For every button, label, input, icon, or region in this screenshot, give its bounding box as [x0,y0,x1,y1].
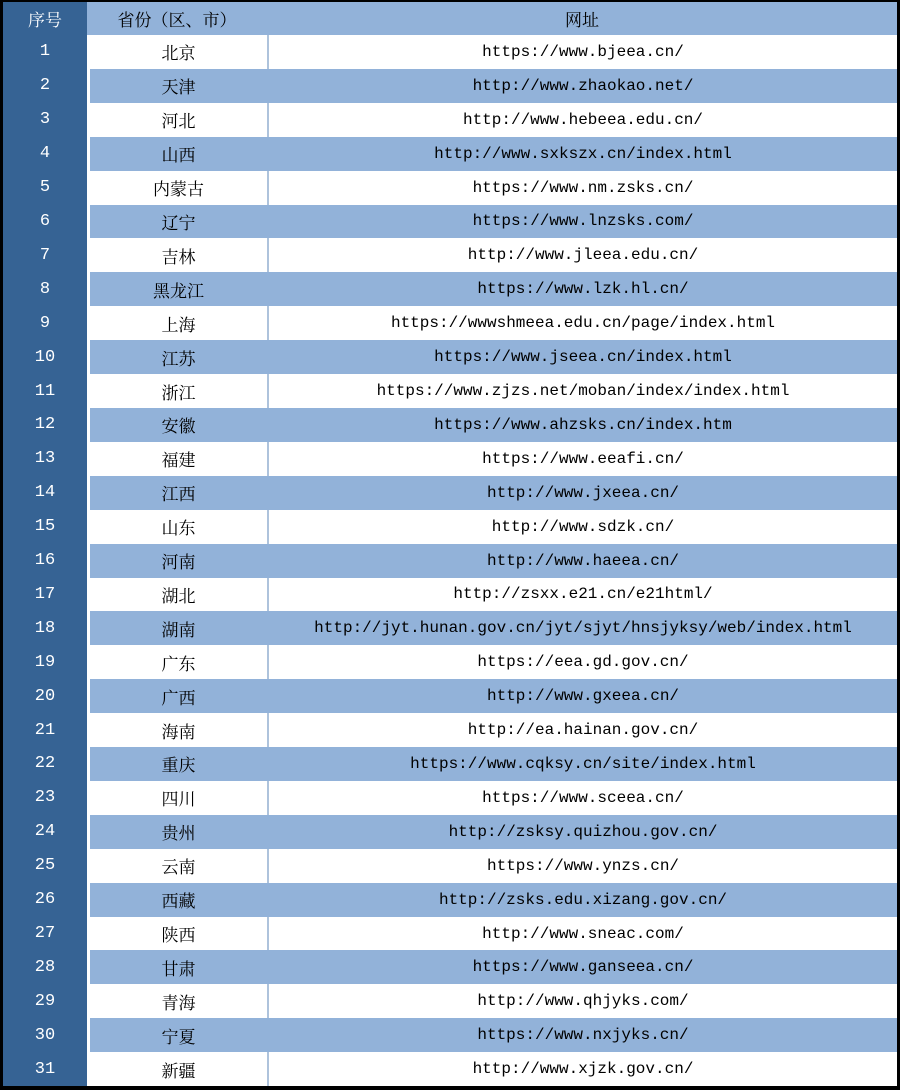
row-province-cell: 广东 [90,645,267,679]
row-index-cell: 15 [3,510,87,544]
row-index-cell: 21 [3,713,87,747]
row-index-cell: 27 [3,917,87,951]
row-url-cell: https://www.eeafi.cn/ [269,442,897,476]
row-index-cell: 10 [3,340,87,374]
row-province-cell: 湖南 [90,611,267,645]
row-url-cell: http://www.sxkszx.cn/index.html [269,137,897,171]
table-row [3,578,897,612]
row-index-cell: 1 [3,35,87,69]
row-url-cell: https://www.jseea.cn/index.html [269,340,897,374]
row-province-cell: 辽宁 [90,205,267,239]
row-index-cell: 3 [3,103,87,137]
row-url-cell: https://www.nm.zsks.cn/ [269,171,897,205]
row-index-cell: 29 [3,984,87,1018]
row-index-cell: 22 [3,747,87,781]
row-url-cell: https://www.nxjyks.cn/ [269,1018,897,1052]
table-row [3,340,897,374]
table-row [3,781,897,815]
row-url-cell: https://www.ganseea.cn/ [269,950,897,984]
row-province-cell: 四川 [90,781,267,815]
row-url-cell: https://www.cqksy.cn/site/index.html [269,747,897,781]
table-row [3,679,897,713]
row-province-cell: 云南 [90,849,267,883]
row-province-cell: 安徽 [90,408,267,442]
row-province-cell: 新疆 [90,1052,267,1086]
header-province: 省份（区、市） [87,2,267,35]
row-url-cell: https://www.bjeea.cn/ [269,35,897,69]
row-url-cell: https://www.ynzs.cn/ [269,849,897,883]
table-row [3,171,897,205]
row-province-cell: 吉林 [90,238,267,272]
row-index-cell: 18 [3,611,87,645]
row-province-cell: 北京 [90,35,267,69]
row-url-cell: http://www.xjzk.gov.cn/ [269,1052,897,1086]
header-url: 网址 [267,2,897,35]
table-body [3,35,897,1086]
row-url-cell: http://www.gxeea.cn/ [269,679,897,713]
table-row [3,408,897,442]
table-row [3,103,897,137]
row-index-cell: 13 [3,442,87,476]
row-province-cell: 河南 [90,544,267,578]
row-url-cell: http://www.zhaokao.net/ [269,69,897,103]
table-row [3,476,897,510]
row-province-cell: 山西 [90,137,267,171]
row-index-cell: 14 [3,476,87,510]
row-province-cell: 海南 [90,713,267,747]
row-url-cell: http://ea.hainan.gov.cn/ [269,713,897,747]
row-province-cell: 广西 [90,679,267,713]
row-url-cell: http://zsxx.e21.cn/e21html/ [269,578,897,612]
row-index-cell: 2 [3,69,87,103]
row-url-cell: https://eea.gd.gov.cn/ [269,645,897,679]
row-index-cell: 6 [3,205,87,239]
table-row [3,137,897,171]
table-header-row [3,2,897,35]
row-province-cell: 江苏 [90,340,267,374]
table-row [3,272,897,306]
table-row [3,205,897,239]
row-index-cell: 7 [3,238,87,272]
table-row [3,815,897,849]
row-url-cell: http://zsksy.quizhou.gov.cn/ [269,815,897,849]
row-index-cell: 16 [3,544,87,578]
row-province-cell: 浙江 [90,374,267,408]
row-url-cell: http://jyt.hunan.gov.cn/jyt/sjyt/hnsjyksy/web/index.html [269,611,897,645]
row-province-cell: 内蒙古 [90,171,267,205]
row-url-cell: https://wwwshmeea.edu.cn/page/index.html [269,306,897,340]
row-province-cell: 重庆 [90,747,267,781]
table-row [3,611,897,645]
row-url-cell: https://www.lzk.hl.cn/ [269,272,897,306]
row-province-cell: 宁夏 [90,1018,267,1052]
row-url-cell: http://www.qhjyks.com/ [269,984,897,1018]
row-index-cell: 26 [3,883,87,917]
table-row [3,849,897,883]
table-row [3,883,897,917]
row-province-cell: 河北 [90,103,267,137]
row-index-cell: 24 [3,815,87,849]
table-row [3,645,897,679]
table-row [3,374,897,408]
row-url-cell: http://www.jleea.edu.cn/ [269,238,897,272]
row-province-cell: 上海 [90,306,267,340]
row-index-cell: 31 [3,1052,87,1086]
row-index-cell: 9 [3,306,87,340]
table-row [3,510,897,544]
row-province-cell: 湖北 [90,578,267,612]
row-url-cell: http://www.jxeea.cn/ [269,476,897,510]
row-url-cell: https://www.zjzs.net/moban/index/index.html [269,374,897,408]
row-province-cell: 陕西 [90,917,267,951]
row-url-cell: https://www.ahzsks.cn/index.htm [269,408,897,442]
row-province-cell: 江西 [90,476,267,510]
row-province-cell: 福建 [90,442,267,476]
row-index-cell: 30 [3,1018,87,1052]
row-province-cell: 西藏 [90,883,267,917]
row-url-cell: http://www.haeea.cn/ [269,544,897,578]
row-url-cell: http://zsks.edu.xizang.gov.cn/ [269,883,897,917]
table-row [3,984,897,1018]
row-province-cell: 天津 [90,69,267,103]
row-province-cell: 山东 [90,510,267,544]
row-url-cell: http://www.sneac.com/ [269,917,897,951]
row-index-cell: 12 [3,408,87,442]
row-province-cell: 黑龙江 [90,272,267,306]
row-index-cell: 23 [3,781,87,815]
row-index-cell: 25 [3,849,87,883]
table-row [3,1018,897,1052]
table-row [3,713,897,747]
row-index-cell: 19 [3,645,87,679]
table-row [3,306,897,340]
row-index-cell: 11 [3,374,87,408]
row-province-cell: 甘肃 [90,950,267,984]
row-url-cell: https://www.lnzsks.com/ [269,205,897,239]
table-row [3,544,897,578]
row-url-cell: https://www.sceea.cn/ [269,781,897,815]
row-province-cell: 贵州 [90,815,267,849]
row-index-cell: 8 [3,272,87,306]
table-row [3,238,897,272]
table-row [3,747,897,781]
table-row [3,442,897,476]
table-row [3,1052,897,1086]
row-province-cell: 青海 [90,984,267,1018]
table-row [3,917,897,951]
row-url-cell: http://www.hebeea.edu.cn/ [269,103,897,137]
header-index: 序号 [3,2,87,35]
row-index-cell: 17 [3,578,87,612]
table-row [3,950,897,984]
row-index-cell: 5 [3,171,87,205]
row-index-cell: 28 [3,950,87,984]
table-row [3,35,897,69]
row-index-cell: 20 [3,679,87,713]
row-url-cell: http://www.sdzk.cn/ [269,510,897,544]
table-row [3,69,897,103]
row-index-cell: 4 [3,137,87,171]
